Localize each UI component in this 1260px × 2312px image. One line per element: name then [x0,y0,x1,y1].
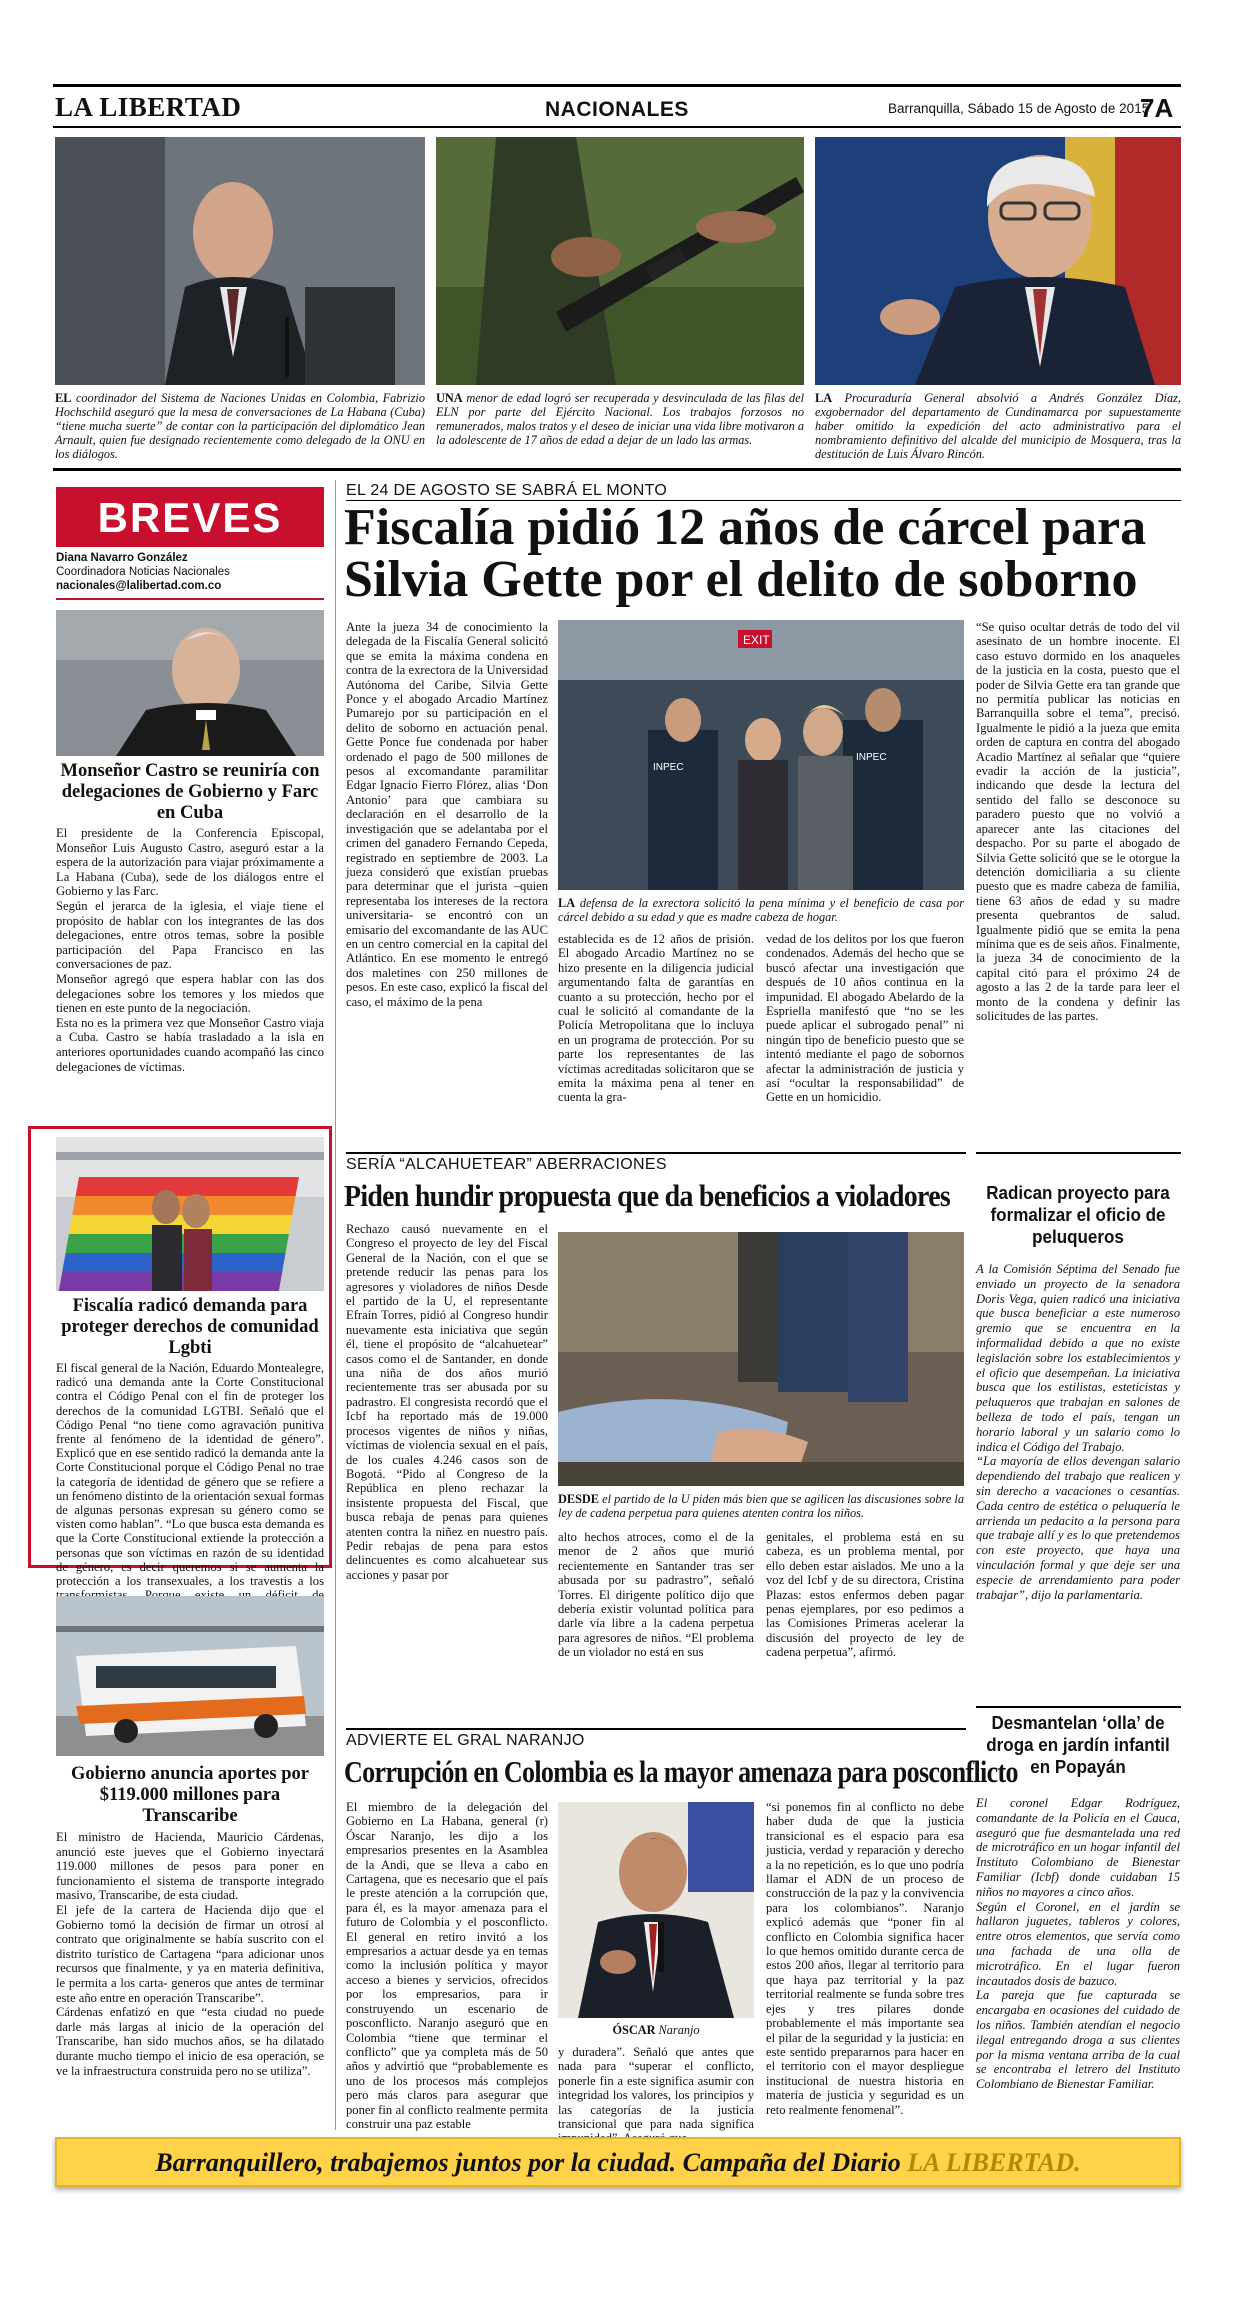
paragraph: “La mayoría de ellos devengan salario dependiendo del trabajo que realicen y sin derecho a vacaciones o cesantías. Cada centro de estética o peluquería le arrienda un pedacito a la persona para que trabaje allí y es lo que pretendemos con este proyecto, que haya una vinculación formal y que deje ser una especie de arrendamiento para poder trabajar”, dijo la parlamentaria. [976,1454,1180,1602]
story1-headline-line1: Fiscalía pidió 12 años de cárcel para [344,499,1147,556]
caption-lead: LA [558,896,576,910]
exit-sign-text: EXIT [743,633,770,647]
breves-email: nacionales@lalibertad.com.co [56,580,222,592]
campaign-text [57,2148,1179,2178]
breves-editor: Diana Navarro González [56,552,188,564]
breves-rule [56,598,324,600]
campaign-slogan: Barranquillero, trabajemos juntos por la ciudad. Campaña del Diario [155,2148,908,2177]
story1-col1: Ante la jueza 34 de conocimiento la delegada de la Fiscalía General solicitó que se emita la máxima condena en contra de la exrectora de la Universidad Autónoma del Caribe, Silvia Gette Ponce y el abogado Arcadio Martínez Pumarejo por su participación en el delito de soborno en actuación penal. Gette Ponce fue condenada por haber ordenado el pago de 500 millones de pesos al excomandante paramilitar Edgar Ignacio Fierro Flórez, alias ‘Don Antonio’ para que cambiara su declaración en el desarrollo de la investigación que se adelantaba por el crimen del ganadero Fernando Cepeda, registrado en septiembre de 2003. La jueza consideró que existían pruebas para determinar que el jurista –quien representaba los intereses de la rectora universitaria- se encontró con un emisario del excomandante de las AUC en un centro comercial en la capital del Atlántico. En ese momento le entregó dos maletines con 250 millones de pesos. En este caso, explicó la fiscal del caso, el máximo de la pena [346,620,548,1009]
caption-lead: DESDE [558,1492,600,1506]
top-photo-3-caption [815,391,1181,461]
paragraph: Según el Coronel, en el jardín se hallaron juguetes, tableros y colores, entre otros elementos, que servía como una fachada de una olla de microtráfico. En el lugar fueron incautados dosis de bazuco. [976,1899,1180,1988]
breves-item2-headline: Fiscalía radicó demanda para proteger derechos de comunidad Lgbti [61,1296,319,1358]
story3-col3: “si ponemos fin al conflicto no debe haber duda de que la justicia transicional es el espacio para esa justicia, verdad y reparación y derecho a la no repetición, es lo que uno podría llamar el ADN de un proceso de construcción de la paz y la convivencia para los colombianos”. Naranjo explicó además que “poner fin al conflicto en Colombia significa hacer lo que hemos omitido durante cerca de estos 200 años, llegar al territorio para que haya paz territorial y la paz territorial realmente se funda sobre tres ejes y tres pilares donde probablemente el más importante sea el pilar de la seguridad y la justicia: en este sentido prepararnos para hacer en el territorio con el mayor despliegue institucional de nuestra historia en materia de justicia y seguridad es un reto realmente fenomenal”. [766,1800,964,2117]
story1-col3: vedad de los delitos por los que fueron condenados. Además del hecho que se buscó afectar una investigación que después de 10 años continua en la impunidad. El abogado Abelardo de la Espriella manifestó que “no se les puede aplicar el subrogado penal” ni ningún tipo de beneficio puesto que se intentó mediante el pago de sobornos afectar la administración de justicia y así “ocultar la responsabilidad” de Gette en un homicidio. [766,932,964,1105]
top-photo-eln-minor [436,137,804,385]
paragraph: El jefe de la cartera de Hacienda dijo que el Gobierno tomó la decisión de firmar un otrosí al contrato que originalmente se había suscrito con el distrito turístico de Cartagena “para adicionar unos recursos que finalmente, y ya en materia definitiva, le permita a los carta- generos que antes de terminar este año entre en operación Transcaribe”. [56,1902,324,2005]
side1-body [976,1262,1180,1692]
photo-man-with-glasses [815,137,1181,385]
story2-photo [558,1232,964,1486]
caption-lead: LA [815,391,833,405]
story3-kicker: ADVIERTE EL GRAL NARANJO [346,1732,585,1749]
side2-top-rule [976,1706,1181,1708]
breves-title: BREVES [97,494,283,541]
breves-photo-transcaribe [56,1596,324,1756]
breves-photo-lgbti [56,1137,324,1291]
top-photo-un-coordinator [55,137,425,385]
photo-rifle-green [436,137,804,385]
top-photo-1-caption [55,391,425,461]
paragraph: Monseñor agregó que espera hablar con las dos delegaciones sobre los temores y los miedos que tienen en este punto de la negociación. [56,971,324,1016]
story2-photo-caption [558,1492,964,1524]
dateline: Barranquilla, Sábado 15 de Agosto de 2015 [888,101,1150,116]
story3-photo [558,1802,754,2018]
story3-photo-caption [558,2023,754,2041]
paragraph: Cárdenas enfatizó en que “esta ciudad no puede darle más largas al inicio de la operación del Transcaribe, han sido muchos años, se ha dilatado durante mucho tiempo el inicio de esa operación, se ve la infraestructura construida pero no se utiliza”. [56,2005,324,2078]
photo-naranjo [558,1802,754,2018]
paragraph: A la Comisión Séptima del Senado fue enviado un proyecto de la senadora Doris Vega, quien radicó una iniciativa que busca beneficiar a este numeroso gremio que se encuentra en la informalidad debido a que no existe legislación sobre los establecimientos y el oficio que desempeñan. La iniciativa busca que los estilistas, esteticistas y peluqueros que trabajan en salones de belleza de todo el país, tengan un horario laboral y un salario como lo indica el Código del Trabajo. [976,1262,1180,1454]
story2-col3: genitales, el problema está en su cabeza, es un problema mental, por ello deben estar aislados. Me uno a la voz del Icbf y de su directora, Cristina Plazas: estos enfermos deben pagar penas ejemplares, por eso pedimos a las Comisiones Primeras acelerar la discusión del proyecto de ley de cadena perpetua”, afirmó. [766,1530,964,1660]
caption-text: el partido de la U piden más bien que se agilicen las discusiones sobre la ley de cadena perpetua para quienes atenten contra los niños. [558,1492,964,1520]
story1-photo-caption [558,896,964,928]
paragraph: El coronel Edgar Rodríguez, comandante de la Policía en el Cauca, aseguró que fue desmantelada una red de microtráfico en un hogar infantil del Instituto Colombiano de Bienestar Familiar (Icbf) donde cuidaban 15 niños no mayores a cinco años. [976,1796,1180,1899]
story2-col2: alto hechos atroces, como el de la menor de 2 años que murió recientemente en Santander tras ser abusada por su padrastro”, señaló Torres. El dirigente político dijo que debería existir voluntad política para darle vía libre a la cadena perpetua para agresores de niños. “El problema de un violador no está en sus [558,1530,754,1660]
section-title: NACIONALES [545,98,689,121]
caption-text: Naranjo [655,2023,700,2037]
breves-item3-body [56,1830,324,2122]
photo-crime-scene [558,1232,964,1486]
story3-col1: El miembro de la delegación del Gobierno en La Habana, general (r) Óscar Naranjo, les dijo a los empresarios presentes en la Asamblea de la Andi, que se lleva a cabo en Cartagena, que es necesario que el país le preste atención a la corrupción que, para él, es la mayor amenaza para el futuro de Colombia y el posconflicto. El general en retiro invitó a los empresarios a actuar desde ya en temas como la inclusión política y mayor acceso a bienes y servicios, ofrecidos por los empresarios, para ir construyendo un escenario de posconflicto. Naranjo aseguró que en Colombia “tiene que terminar el conflicto” que ya completa más de 50 años y advirtió que “probablemente es uno de los procesos más complejos pero más claros para asegurar que poner fin al conflicto realmente permita construir una paz estable [346,1800,548,2131]
breves-banner [56,487,324,547]
paragraph: La pareja que fue capturada se encargaba en ocasiones del cuidado de los niños. También atendían el negocio ilegal entregando droga a sus clientes por la misma ventana arriba de la cual se encontraba el letrero del Instituto Colombiano de Bienestar Familiar. [976,1988,1180,2092]
top-photo-2-caption [436,391,804,455]
breves-item2-body [56,1361,324,1589]
breves-item1-body [56,826,324,1128]
paragraph: El fiscal general de la Nación, Eduardo Montealegre, radicó una demanda ante la Corte Constitucional contra el Código Penal con el fin de proteger los derechos de la comunidad LGTBI. Señaló que el Código Penal “no tiene como agravación punitiva frente al fenómeno de la identidad de género”. Explicó que en ese sentido radicó la demanda ante la Corte Constitucional porque el Código Penal no trae la categoría de identidad de género que se refiere a un fenómeno distinto de la orientación sexual formas de algunas personas expresan su género como se visten como hablan”. “Lo que busca esta demanda es que la Corte Constitucional extiende la protección a personas que son víctimas en razón de su identidad de género, es decir queremos si se aumenta la protección a los transexuales, a los travestis a los [56,1361,324,1589]
page-number: 7A [1140,93,1174,123]
photo-bishop [56,610,324,756]
caption-text: Procuraduría General absolvió a Andrés González Díaz, exgobernador del departamento de Cundinamarca por supuestamente haber omitido la expedición del acto administrativo para el nombramiento definitivo del alcalde del municipio de Mosquera, tras la destitución de Luis Álvaro Rincón. [815,391,1181,461]
story1-bottom-rule [346,1152,966,1154]
paragraph: Esta no es la primera vez que Monseñor Castro viaja a Cuba. Castro se había trasladado a la isla en anteriores oportunidades cuando acompañó las cinco delegaciones de víctimas. [56,1015,324,1074]
vertical-divider [335,480,336,2130]
paragraph: El ministro de Hacienda, Mauricio Cárdenas, anunció este jueves que el Gobierno inyectará 119.000 millones de pesos para poner en funcionamiento el sistema de transporte integrado masivo, Transcaribe, de esta ciudad. [56,1830,324,1903]
breves-item1-headline: Monseñor Castro se reuniría con delegaciones de Gobierno y Farc en Cuba [60,761,320,823]
vest-text: INPEC [653,762,684,773]
caption-lead: UNA [436,391,463,405]
story2-headline: Piden hundir propuesta que da beneficios a violadores [344,1178,950,1213]
top-section-rule [53,468,1181,471]
caption-text: menor de edad logró ser recuperada y desvinculada de las filas del ELN por parte del Ejército Nacional. Los trabajos forzosos no remunerados, malos tratos y el deseo de iniciar una vida libre motivaron a la adolescente de 17 años de edad a dejar de un lado las armas. [436,391,804,447]
paragraph: Según el jerarca de la iglesia, el viaje tiene el propósito de hablar con los integrantes de las dos delegaciones, entre otros temas, sobre la posible participación del Papa Francisco en las conversaciones de paz. [56,898,324,972]
breves-photo-castro [56,610,324,756]
photo-rainbow-flag [56,1137,324,1291]
caption-lead: ÓSCAR [612,2023,656,2037]
photo-escort-police [558,620,964,890]
breves-item3-headline: Gobierno anuncia aportes por $119.000 millones para Transcaribe [71,1764,309,1826]
story3-col2: y duradera”. Señaló que antes que nada para “superar el conflicto, ponerle fin a este significa asumir con integridad los valores, los principios y las categorías de la justicia transicional que para nada significa [558,2045,754,2132]
caption-text: coordinador del Sistema de Naciones Unidas en Colombia, Fabrizio Hochschild aseguró que la mesa de conversaciones de La Habana (Cuba) “tiene mucha suerte” de contar con la participación del diplomático Jean Arnault, quien fue designado recientemente como delegado de la ONU en los diálogos. [55,391,425,461]
side1-headline: Radican proyecto para formalizar el oficio de peluqueros [986,1182,1170,1247]
photo-bus [56,1596,324,1756]
story3-headline: Corrupción en Colombia es la mayor amenaza para posconflicto [344,1754,1018,1789]
caption-lead: EL [55,391,72,405]
story2-bottom-rule [346,1728,966,1730]
story1-photo [558,620,964,890]
vest-text: INPEC [856,752,887,763]
header-top-rule [53,84,1181,87]
side1-top-rule [976,1152,1181,1154]
caption-text: defensa de la exrectora solicitó la pena mínima y el beneficio de casa por cárcel debido a su edad y que es madre cabeza de hogar. [558,896,964,924]
side2-body [976,1796,1180,2126]
campaign-brand: LA LIBERTAD. [907,2148,1081,2177]
story1-headline-line2: Silvia Gette por el delito de soborno [344,551,1138,608]
side2-headline: Desmantelan ‘olla’ de droga en jardín infantil en Popayán [986,1712,1170,1777]
header-bottom-rule [53,126,1181,128]
story2-col1: Rechazo causó nuevamente en el Congreso el proyecto de ley del Fiscal General de la Nación, con el que se pretende reducir las penas para los agresores y violadores de niños Desde el partido de la U, el representante Efraín Torres, pidió al Congreso hundir nuevamente esta iniciativa que según él, tiene el propósito de “alcahuetear” casos como el de Santander, en donde una niña de dos años murió recientemente tras ser abusada por su padrastro. El congresista recordó que el Icbf ha reportado más de 19.000 procesos vigentes de niños y niñas, víctimas de violencia sexual en el país, de los cuales 4.246 casos son de Bogotá. “Pido al Congreso de la República en pleno rechazar la insistente propuesta del Fiscal, que busca rebaja de penas para quienes atenten contra la niñez en nuestro país. Pedir rebajas de pena para estos delincuentes es como alcahuetear sus acciones y pasar por [346,1222,548,1582]
story2-kicker: SERÍA “ALCAHUETEAR” ABERRACIONES [346,1156,667,1173]
breves-editor-role: Coordinadora Noticias Nacionales [56,566,230,578]
masthead: LA LIBERTAD [55,92,242,122]
story1-col2: establecida es de 12 años de prisión. El abogado Arcadio Martínez no se hizo presente en la diligencia judicial argumentando falta de garantías en cuanto a su protección, hecho por el cual le solicitó al comandante de la Policía Metropolitana que lo incluya en un programa de protección. Por su parte los representantes de las víctimas acreditadas solicitaron que se emita la máxima pena al tener en cuenta la gra- [558,932,754,1105]
story1-kicker: EL 24 DE AGOSTO SE SABRÁ EL MONTO [346,482,668,499]
story1-col4: “Se quiso ocultar detrás de todo del vil asesinato de un hombre inocente. El caso estuvo dormido en los anaqueles de la justicia en la costa, puesto que el poder de Silvia Gette era tan grande que no permitía publicar las noticias en Barranquilla sobre el tema”, precisó. Igualmente le pidió a la jueza que emita orden de captura en contra del abogado Acadio Martínez al señalar que “quiere evadir la acción de la justicia”, indicando que desde la lectura del sentido del fallo se desconoce su paradero puesto que no volvió a aparecer ante las citaciones del despacho. Por su parte el abogado de Silvia Gette solicitó que se le otorgue la detención domiciliaria a su cliente puesto que es madre cabeza de familia, tiene 63 años de edad y su madre presenta quebrantos de salud. Igualmente pidió que se emita la pena mínima que es de seis años. Finalmente, la jueza 34 de conocimiento de la capital citó para el próximo 24 de agosto a las 2 de la tarde para leer el monto de la condena y definir las solicitudes de las partes. [976,620,1180,1023]
campaign-banner [55,2137,1181,2187]
top-photo-gonzalez [815,137,1181,385]
paragraph: El presidente de la Conferencia Episcopal, Monseñor Luis Augusto Castro, aseguró estar a la espera de la autorización para viajar próximamente a La Habana (Cuba), sede de los diálogos entre el Gobierno y las Farc. [56,826,324,899]
photo-man-at-microphone [55,137,425,385]
